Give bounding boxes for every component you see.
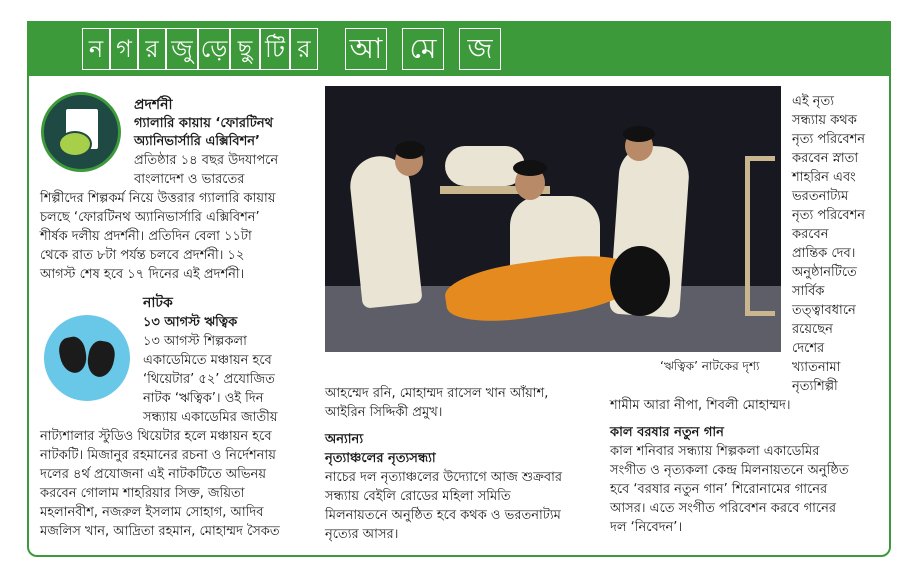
dance-side-line: করবেন স্নাতা [792, 151, 859, 166]
others-body-line: সন্ধ্যায় বেইলি রোডের মহিলা সমিতি [325, 489, 511, 504]
dance-side-line: নৃত্য পরিবেশন [792, 208, 866, 223]
others-body-line: নৃত্যের আসর। [325, 527, 399, 542]
drama-continued-line: আইরিন সিদ্দিকী প্রমুখ। [325, 405, 443, 420]
drama-body-line: সন্ধ্যায় একাডেমির জাতীয় [143, 410, 278, 425]
banner-letter: র [138, 28, 166, 70]
exhibition-section-label: প্রদর্শনী [134, 97, 173, 113]
dance-side-line: এই নৃত্য [792, 94, 835, 109]
dance-side-line: সার্বিক [792, 284, 825, 299]
banner-letter: মে [402, 28, 444, 70]
dance-side-line: দেশের [792, 341, 825, 356]
dance-side-line: খ্যাতনামা [792, 360, 841, 375]
dance-side-line: অনুষ্ঠানটিতে [792, 265, 857, 280]
dance-side-line: শাহরিন এবং [792, 170, 856, 185]
banner-letter: র [290, 28, 318, 70]
dance-side-line: প্রান্তিক দেব। [792, 246, 856, 261]
exhibition-body-line: থেকে রাত ৮টা পর্যন্ত চলবে প্রদর্শনী। ১২ [40, 248, 245, 263]
exhibition-body-line: চলছে ‘ফোরটিনথ অ্যানিভার্সারি এক্সিবিশন’ [40, 210, 260, 225]
banner-letter: জু [166, 28, 198, 70]
others-headline: নৃত্যাঞ্চলের নৃত্যসন্ধ্যা [325, 451, 436, 466]
exhibition-body-line: শীর্ষক দলীয় প্রদর্শনী। প্রতিদিন বেলা ১১টা [40, 229, 252, 244]
drama-body-line: একাডেমিতে মঞ্চায়ন হবে [143, 353, 272, 368]
dance-side-line: করবেন [792, 227, 829, 242]
song-body-line: আসর। এতে সংগীত পরিবেশন করবে গানের [610, 501, 836, 516]
painting-palette-icon [41, 92, 121, 172]
song-body-line: হবে ‘বরষার নতুন গান’ শিরোনামের গানের [610, 482, 828, 497]
drama-body-line: নাটকটি। মিজানুর রহমানের রচনা ও নির্দেশনায় [40, 448, 276, 463]
song-body-line: সংগীত ও নৃত্যকলা কেন্দ্র মিলনায়তনে অনুষ্ঠিত [610, 463, 849, 478]
song-headline: কাল বরষার নতুন গান [610, 425, 724, 440]
banner-letter: ড়ে [198, 28, 230, 70]
banner-letter: গ [110, 28, 138, 70]
dance-side-line: নৃত্য পরিবেশন [792, 132, 866, 147]
banner [27, 21, 891, 76]
dance-tail-line: শামীম আরা নীপা, শিবলী মোহাম্মদ। [610, 398, 791, 413]
dance-side-line: সন্ধ্যায় কথক [792, 113, 857, 128]
drama-body-line: নাটক ‘ঋত্বিক’। ওই দিন [143, 391, 264, 406]
others-body-line: মিলনায়তনে অনুষ্ঠিত হবে কথক ও ভরতনাট্যম [325, 508, 561, 523]
play-scene-photo [325, 86, 781, 352]
drama-body-line: দলের ৪র্থ প্রযোজনা এই নাটকটিতে অভিনয় [40, 467, 266, 482]
drama-section-label: নাটক [143, 295, 173, 311]
dance-side-line: তত্ত্বাবধানে [792, 303, 856, 318]
drama-headline: ১৩ আগস্ট ঋত্বিক [143, 315, 238, 330]
exhibition-body-line: বাংলাদেশ ও ভারতের [134, 172, 245, 187]
exhibition-body-line: শিল্পীদের শিল্পকর্ম নিয়ে উত্তরার গ্যালারি কায়ায় [40, 191, 276, 206]
others-body-line: নাচের দল নৃত্যাঞ্চলের উদ্যোগে আজ শুক্রবার [325, 470, 563, 485]
song-body-line: দল ‘নিবেদন’। [610, 520, 683, 535]
theatre-masks-icon [44, 315, 130, 401]
exhibition-headline-1: গ্যালারি কায়ায় ‘ফোরটিনথ [134, 116, 274, 131]
others-section-label: অন্যান্য [325, 432, 364, 447]
photo-caption: ‘ঋত্বিক’ নাটকের দৃশ্য [660, 359, 760, 373]
exhibition-body-line: আগস্ট শেষ হবে ১৭ দিনের এই প্রদর্শনী। [40, 267, 245, 282]
dance-side-line: ভরতনাট্যম [792, 189, 849, 204]
drama-body-line: মহলানবীশ, নজরুল ইসলাম সোহাগ, আদিব [40, 505, 264, 520]
exhibition-headline-2: অ্যানিভার্সারি এক্সিবিশন’ [134, 134, 260, 149]
drama-body-line: মজলিস খান, আদ্রিতা রহমান, মোহাম্মদ সৈকত [40, 524, 280, 539]
drama-continued-line: আহম্মেদ রনি, মোহাম্মদ রাসেল খান আঁয়াশ, [325, 386, 549, 401]
banner-letter: ন [82, 28, 110, 70]
drama-body-line: নাট্যশালার স্টুডিও থিয়েটার হলে মঞ্চায়ন হবে [40, 429, 272, 444]
banner-letter: জ [459, 28, 501, 70]
dance-side-line: নৃত্যশিল্পী [792, 379, 838, 394]
banner-letter: ছু [230, 28, 260, 70]
exhibition-body-line: প্রতিষ্ঠার ১৪ বছর উদযাপনে [134, 153, 279, 168]
drama-body-line: করবেন গোলাম শাহরিয়ার সিক্ত, জয়িতা [40, 486, 245, 501]
drama-body-line: ‘থিয়েটার’ ৫২’ প্রযোজিত [143, 372, 275, 387]
banner-letter: টি [260, 28, 290, 70]
dance-side-line: রয়েছেন [792, 322, 833, 337]
song-body-line: কাল শনিবার সন্ধ্যায় শিল্পকলা একাডেমির [610, 444, 820, 459]
drama-body-line: ১৩ আগস্ট শিল্পকলা [143, 334, 247, 349]
banner-letter: আ [345, 28, 387, 70]
